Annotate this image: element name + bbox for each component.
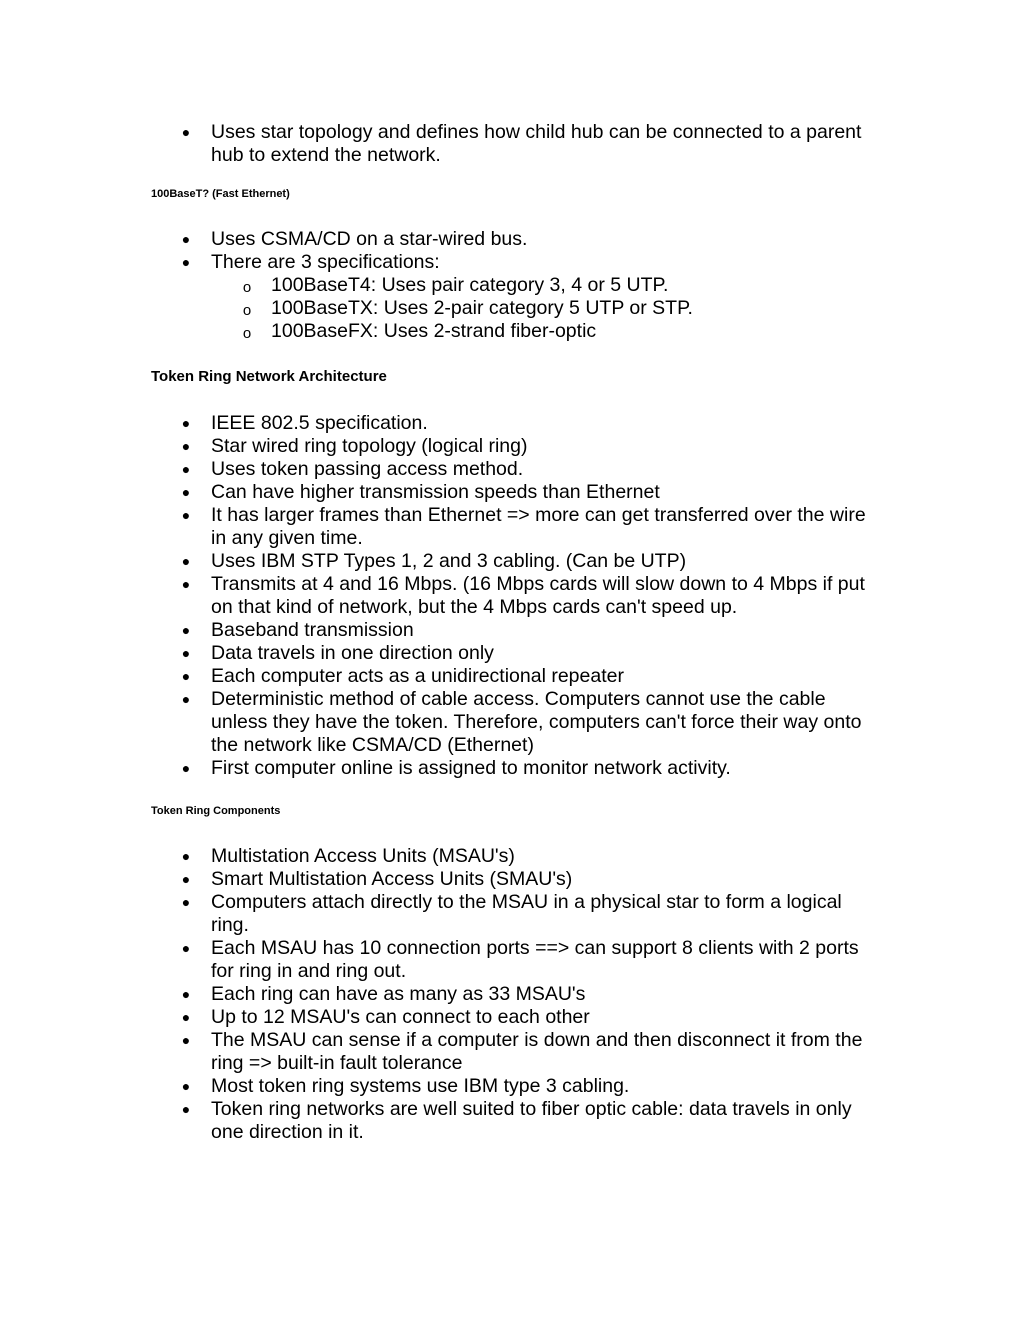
circle-bullet-icon: o (242, 279, 252, 296)
bullet-icon: ● (181, 124, 191, 140)
section-heading-fast-ethernet: 100BaseT? (Fast Ethernet) (151, 188, 290, 200)
bullet-icon: ● (181, 668, 191, 684)
bullet-icon: ● (181, 507, 191, 523)
bullet-icon: ● (181, 871, 191, 887)
bullet-icon: ● (181, 553, 191, 569)
bullet-icon: ● (181, 645, 191, 661)
list-item: ● Data travels in one direction only (0, 642, 1024, 665)
bullet-icon: ● (181, 415, 191, 431)
list-item: ● The MSAU can sense if a computer is down and then disconnect it from the ring => built-in fault tolerance (0, 1029, 1024, 1075)
list-item: ● Star wired ring topology (logical ring) (0, 435, 1024, 458)
section-heading-token-ring-architecture: Token Ring Network Architecture (151, 368, 387, 385)
bullet-icon: ● (181, 940, 191, 956)
circle-bullet-icon: o (242, 302, 252, 319)
intro-list (0, 121, 1024, 167)
bullet-icon: ● (181, 438, 191, 454)
sub-list-item: o 100BaseTX: Uses 2-pair category 5 UTP or STP. (0, 297, 1024, 320)
bullet-icon: ● (181, 622, 191, 638)
list-item: ● There are 3 specifications: (0, 251, 1024, 274)
bullet-icon: ● (181, 691, 191, 707)
section-heading-token-ring-components: Token Ring Components (151, 805, 281, 817)
list-item: ● Most token ring systems use IBM type 3 cabling. (0, 1075, 1024, 1098)
list-item: ● Each computer acts as a unidirectional repeater (0, 665, 1024, 688)
fast-ethernet-list (0, 228, 1024, 274)
list-item: ● It has larger frames than Ethernet => more can get transferred over the wire in any given time. (0, 504, 1024, 550)
bullet-icon: ● (181, 894, 191, 910)
bullet-icon: ● (181, 231, 191, 247)
token-ring-components-list (0, 845, 1024, 1144)
bullet-icon: ● (181, 1101, 191, 1117)
list-item: ● IEEE 802.5 specification. (0, 412, 1024, 435)
list-item: ● Transmits at 4 and 16 Mbps. (16 Mbps cards will slow down to 4 Mbps if put on that kind of network, but the 4 Mbps cards can't speed up. (0, 573, 1024, 619)
list-item: ● Baseband transmission (0, 619, 1024, 642)
bullet-icon: ● (181, 1078, 191, 1094)
bullet-icon: ● (181, 254, 191, 270)
sub-list-item: o 100BaseFX: Uses 2-strand fiber-optic (0, 320, 1024, 343)
bullet-icon: ● (181, 1009, 191, 1025)
sub-list-item: o 100BaseT4: Uses pair category 3, 4 or 5 UTP. (0, 274, 1024, 297)
list-item: ● Uses CSMA/CD on a star-wired bus. (0, 228, 1024, 251)
bullet-icon: ● (181, 986, 191, 1002)
list-item: ● Can have higher transmission speeds than Ethernet (0, 481, 1024, 504)
list-item: ● Smart Multistation Access Units (SMAU's) (0, 868, 1024, 891)
bullet-icon: ● (181, 484, 191, 500)
list-item: ● Computers attach directly to the MSAU in a physical star to form a logical ring. (0, 891, 1024, 937)
bullet-icon: ● (181, 576, 191, 592)
list-item: ● Uses token passing access method. (0, 458, 1024, 481)
bullet-icon: ● (181, 848, 191, 864)
list-item: ● Multistation Access Units (MSAU's) (0, 845, 1024, 868)
list-item: ● Uses IBM STP Types 1, 2 and 3 cabling. (Can be UTP) (0, 550, 1024, 573)
fast-ethernet-specifications-list (0, 274, 1024, 343)
bullet-icon: ● (181, 1032, 191, 1048)
document-content (0, 121, 1024, 1144)
list-item: ● Deterministic method of cable access. Computers cannot use the cable unless they have the token. Therefore, computers can't force their way onto the network like CSMA/CD (Ethernet) (0, 688, 1024, 757)
list-item: ● First computer online is assigned to monitor network activity. (0, 757, 1024, 780)
list-item: ● Each ring can have as many as 33 MSAU's (0, 983, 1024, 1006)
bullet-icon: ● (181, 760, 191, 776)
list-item: ● Uses star topology and defines how child hub can be connected to a parent hub to extend the network. (0, 121, 1024, 167)
list-item: ● Token ring networks are well suited to fiber optic cable: data travels in only one direction in it. (0, 1098, 1024, 1144)
list-item: ● Each MSAU has 10 connection ports ==> can support 8 clients with 2 ports for ring in and ring out. (0, 937, 1024, 983)
token-ring-architecture-list (0, 412, 1024, 780)
circle-bullet-icon: o (242, 325, 252, 342)
list-item: ● Up to 12 MSAU's can connect to each other (0, 1006, 1024, 1029)
bullet-icon: ● (181, 461, 191, 477)
